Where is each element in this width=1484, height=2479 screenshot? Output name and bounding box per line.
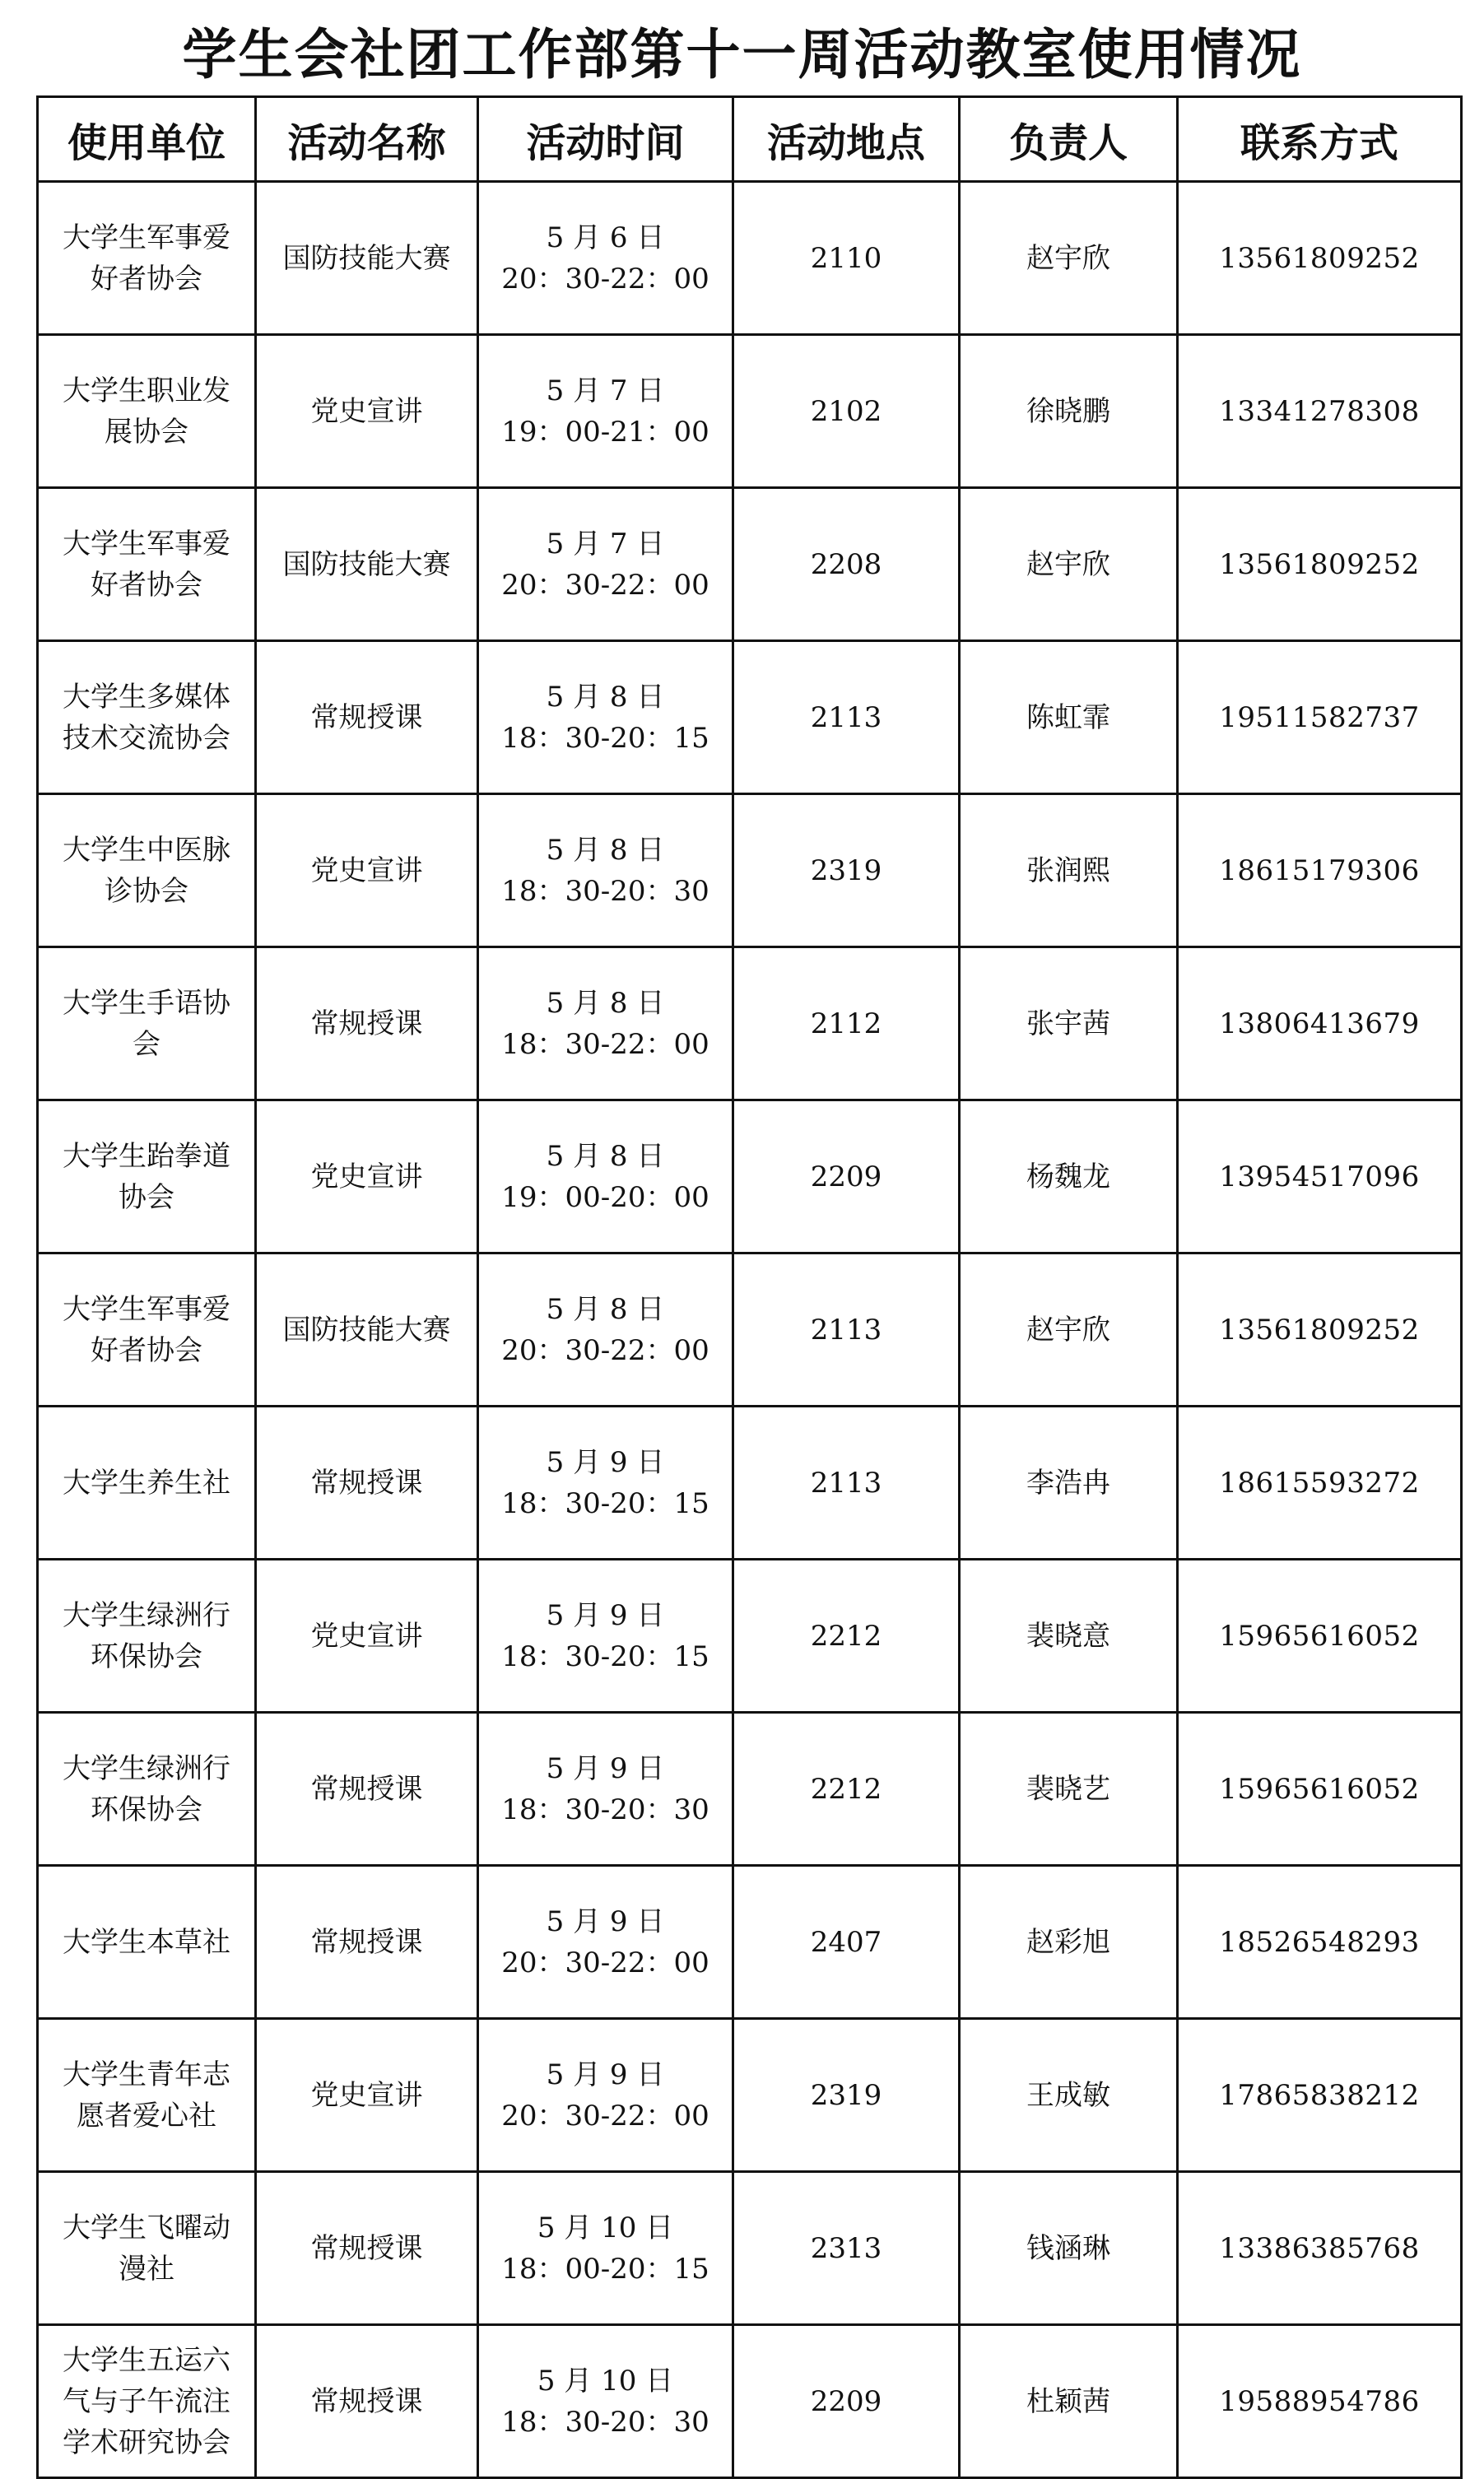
table-row (38, 1253, 1462, 1407)
page-title: 学生会社团工作部第十一周活动教室使用情况 (182, 23, 1302, 86)
activity-cell: 党史宣讲 (256, 1560, 478, 1713)
phone-cell: 13561809252 (1178, 488, 1462, 641)
time-cell: 5 月 8 日 19：00-20：00 (478, 1100, 733, 1253)
leader-cell: 李浩冉 (960, 1407, 1178, 1560)
leader-cell: 陈虹霏 (960, 641, 1178, 794)
phone-cell: 13561809252 (1178, 1253, 1462, 1407)
header-org: 使用单位 (38, 97, 256, 182)
org-cell: 大学生中医脉 诊协会 (38, 794, 256, 947)
leader-cell: 裴晓艺 (960, 1713, 1178, 1866)
time-cell: 5 月 9 日 20：30-22：00 (478, 2019, 733, 2172)
table-row (38, 1560, 1462, 1713)
activity-cell: 党史宣讲 (256, 1100, 478, 1253)
room-cell: 2113 (733, 1253, 960, 1407)
leader-cell: 张宇茜 (960, 947, 1178, 1100)
leader-cell: 钱涵琳 (960, 2172, 1178, 2325)
room-cell: 2113 (733, 1407, 960, 1560)
room-cell: 2407 (733, 1866, 960, 2019)
leader-cell: 杜颖茜 (960, 2325, 1178, 2478)
header-row (38, 97, 1462, 182)
room-cell: 2113 (733, 641, 960, 794)
time-cell: 5 月 8 日 20：30-22：00 (478, 1253, 733, 1407)
phone-cell: 18615179306 (1178, 794, 1462, 947)
phone-cell: 17865838212 (1178, 2019, 1462, 2172)
table-row (38, 2325, 1462, 2478)
header-leader: 负责人 (960, 97, 1178, 182)
time-cell: 5 月 6 日 20：30-22：00 (478, 182, 733, 335)
activity-cell: 国防技能大赛 (256, 1253, 478, 1407)
table-body (38, 182, 1462, 2478)
phone-cell: 13954517096 (1178, 1100, 1462, 1253)
phone-cell: 13341278308 (1178, 335, 1462, 488)
leader-cell: 杨魏龙 (960, 1100, 1178, 1253)
time-cell: 5 月 8 日 18：30-20：15 (478, 641, 733, 794)
room-cell: 2208 (733, 488, 960, 641)
org-cell: 大学生职业发 展协会 (38, 335, 256, 488)
room-cell: 2319 (733, 2019, 960, 2172)
leader-cell: 赵宇欣 (960, 488, 1178, 641)
org-cell: 大学生跆拳道 协会 (38, 1100, 256, 1253)
header-room: 活动地点 (733, 97, 960, 182)
room-cell: 2209 (733, 1100, 960, 1253)
room-cell: 2209 (733, 2325, 960, 2478)
leader-cell: 张润熙 (960, 794, 1178, 947)
leader-cell: 赵宇欣 (960, 182, 1178, 335)
org-cell: 大学生手语协 会 (38, 947, 256, 1100)
leader-cell: 赵彩旭 (960, 1866, 1178, 2019)
time-cell: 5 月 8 日 18：30-20：30 (478, 794, 733, 947)
org-cell: 大学生五运六 气与子午流注 学术研究协会 (38, 2325, 256, 2478)
table-row (38, 335, 1462, 488)
phone-cell: 13561809252 (1178, 182, 1462, 335)
room-cell: 2319 (733, 794, 960, 947)
leader-cell: 赵宇欣 (960, 1253, 1178, 1407)
activity-cell: 常规授课 (256, 1407, 478, 1560)
org-cell: 大学生军事爱 好者协会 (38, 182, 256, 335)
org-cell: 大学生多媒体 技术交流协会 (38, 641, 256, 794)
time-cell: 5 月 9 日 18：30-20：15 (478, 1407, 733, 1560)
table-row (38, 1713, 1462, 1866)
activity-cell: 党史宣讲 (256, 794, 478, 947)
table-row (38, 1407, 1462, 1560)
activity-cell: 党史宣讲 (256, 335, 478, 488)
activity-cell: 常规授课 (256, 1866, 478, 2019)
table-row (38, 182, 1462, 335)
time-cell: 5 月 8 日 18：30-22：00 (478, 947, 733, 1100)
leader-cell: 裴晓意 (960, 1560, 1178, 1713)
room-cell: 2110 (733, 182, 960, 335)
table-row (38, 488, 1462, 641)
activity-cell: 常规授课 (256, 2172, 478, 2325)
table-row (38, 794, 1462, 947)
table-row (38, 1866, 1462, 2019)
room-cell: 2102 (733, 335, 960, 488)
activity-cell: 常规授课 (256, 2325, 478, 2478)
phone-cell: 19588954786 (1178, 2325, 1462, 2478)
room-cell: 2313 (733, 2172, 960, 2325)
time-cell: 5 月 10 日 18：30-20：30 (478, 2325, 733, 2478)
table-row (38, 2019, 1462, 2172)
phone-cell: 15965616052 (1178, 1713, 1462, 1866)
room-cell: 2212 (733, 1560, 960, 1713)
org-cell: 大学生养生社 (38, 1407, 256, 1560)
table-row (38, 947, 1462, 1100)
phone-cell: 13806413679 (1178, 947, 1462, 1100)
room-cell: 2112 (733, 947, 960, 1100)
table-row (38, 641, 1462, 794)
header-time: 活动时间 (478, 97, 733, 182)
time-cell: 5 月 9 日 18：30-20：30 (478, 1713, 733, 1866)
org-cell: 大学生绿洲行 环保协会 (38, 1560, 256, 1713)
phone-cell: 15965616052 (1178, 1560, 1462, 1713)
time-cell: 5 月 9 日 20：30-22：00 (478, 1866, 733, 2019)
org-cell: 大学生绿洲行 环保协会 (38, 1713, 256, 1866)
activity-cell: 国防技能大赛 (256, 182, 478, 335)
org-cell: 大学生本草社 (38, 1866, 256, 2019)
table-row (38, 1100, 1462, 1253)
leader-cell: 王成敏 (960, 2019, 1178, 2172)
org-cell: 大学生军事爱 好者协会 (38, 488, 256, 641)
phone-cell: 18615593272 (1178, 1407, 1462, 1560)
header-phone: 联系方式 (1178, 97, 1462, 182)
time-cell: 5 月 10 日 18：00-20：15 (478, 2172, 733, 2325)
leader-cell: 徐晓鹏 (960, 335, 1178, 488)
phone-cell: 13386385768 (1178, 2172, 1462, 2325)
org-cell: 大学生军事爱 好者协会 (38, 1253, 256, 1407)
activity-cell: 常规授课 (256, 947, 478, 1100)
activity-cell: 国防技能大赛 (256, 488, 478, 641)
activity-cell: 党史宣讲 (256, 2019, 478, 2172)
schedule-table (36, 95, 1463, 2479)
table-row (38, 2172, 1462, 2325)
room-cell: 2212 (733, 1713, 960, 1866)
header-activity: 活动名称 (256, 97, 478, 182)
org-cell: 大学生飞曜动 漫社 (38, 2172, 256, 2325)
activity-cell: 常规授课 (256, 641, 478, 794)
org-cell: 大学生青年志 愿者爱心社 (38, 2019, 256, 2172)
time-cell: 5 月 9 日 18：30-20：15 (478, 1560, 733, 1713)
activity-cell: 常规授课 (256, 1713, 478, 1866)
phone-cell: 19511582737 (1178, 641, 1462, 794)
phone-cell: 18526548293 (1178, 1866, 1462, 2019)
time-cell: 5 月 7 日 19：00-21：00 (478, 335, 733, 488)
time-cell: 5 月 7 日 20：30-22：00 (478, 488, 733, 641)
